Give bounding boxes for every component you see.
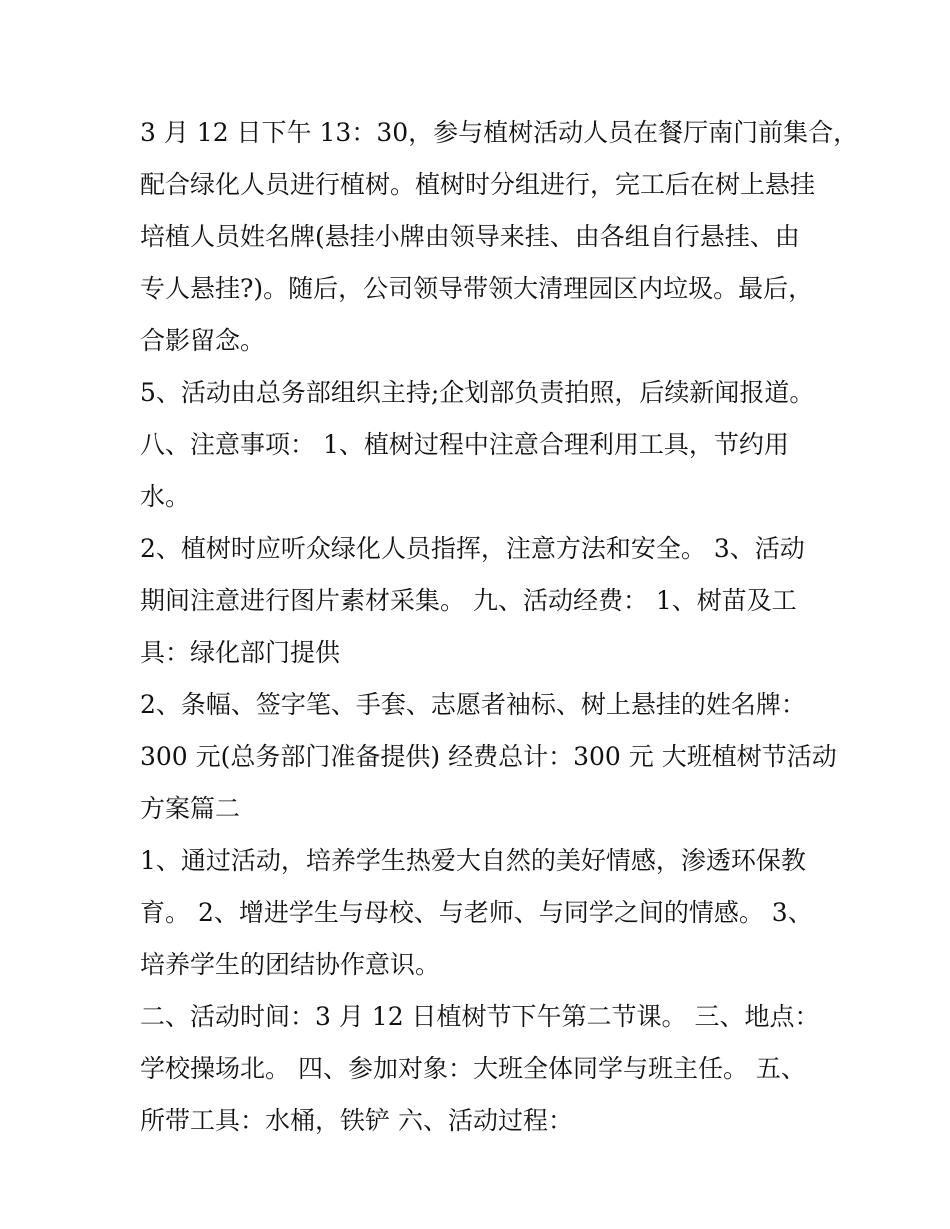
text-line: 八、注意事项： 1、植树过程中注意合理利用工具，节约用 bbox=[140, 430, 789, 459]
text-line: 300 元(总务部门准备提供) 经费总计：300 元 大班植树节活动 bbox=[140, 742, 837, 771]
text-line: 育。 2、增进学生与母校、与老师、与同学之间的情感。 3、 bbox=[140, 898, 813, 927]
paragraph-supplies-cost bbox=[140, 679, 837, 835]
text-line: 2、植树时应听众绿化人员指挥，注意方法和安全。 3、活动 bbox=[140, 534, 805, 563]
text-line: 期间注意进行图片素材采集。 九、活动经费： 1、树苗及工 bbox=[140, 586, 797, 615]
text-line: 水。 bbox=[140, 482, 191, 511]
document-page bbox=[140, 107, 859, 1147]
text-line: 配合绿化人员进行植树。植树时分组进行，完工后在树上悬挂 bbox=[140, 170, 816, 199]
text-line: 方案篇二 bbox=[140, 794, 241, 823]
paragraph-time-location bbox=[140, 991, 830, 1147]
text-line: 3 月 12 日下午 13：30，参与植树活动人员在餐厅南门前集合， bbox=[140, 118, 859, 147]
paragraph-organizer bbox=[140, 367, 830, 419]
paragraph-safety-and-budget bbox=[140, 523, 830, 679]
text-line: 学校操场北。 四、参加对象：大班全体同学与班主任。 五、 bbox=[140, 1054, 806, 1083]
text-line: 合影留念。 bbox=[140, 326, 266, 355]
paragraph-precautions bbox=[140, 419, 830, 523]
text-line: 1、通过活动，培养学生热爱大自然的美好情感，渗透环保教 bbox=[140, 846, 806, 875]
text-line: 专人悬挂?)。随后，公司领导带领大清理园区内垃圾。最后， bbox=[140, 274, 814, 303]
text-line: 2、条幅、签字笔、手套、志愿者袖标、树上悬挂的姓名牌： bbox=[140, 690, 806, 719]
text-line: 培植人员姓名牌(悬挂小牌由领导来挂、由各组自行悬挂、由 bbox=[140, 222, 800, 251]
text-line: 培养学生的团结协作意识。 bbox=[140, 950, 441, 979]
text-line: 所带工具：水桶，铁铲 六、活动过程： bbox=[140, 1106, 573, 1135]
text-line: 5、活动由总务部组织主持;企划部负责拍照，后续新闻报道。 bbox=[140, 378, 815, 407]
text-line: 具：绿化部门提供 bbox=[140, 638, 341, 667]
text-line: 二、活动时间：3 月 12 日植树节下午第二节课。 三、地点： bbox=[140, 1002, 820, 1031]
paragraph-tree-planting-schedule bbox=[140, 107, 859, 367]
paragraph-goals bbox=[140, 835, 830, 991]
